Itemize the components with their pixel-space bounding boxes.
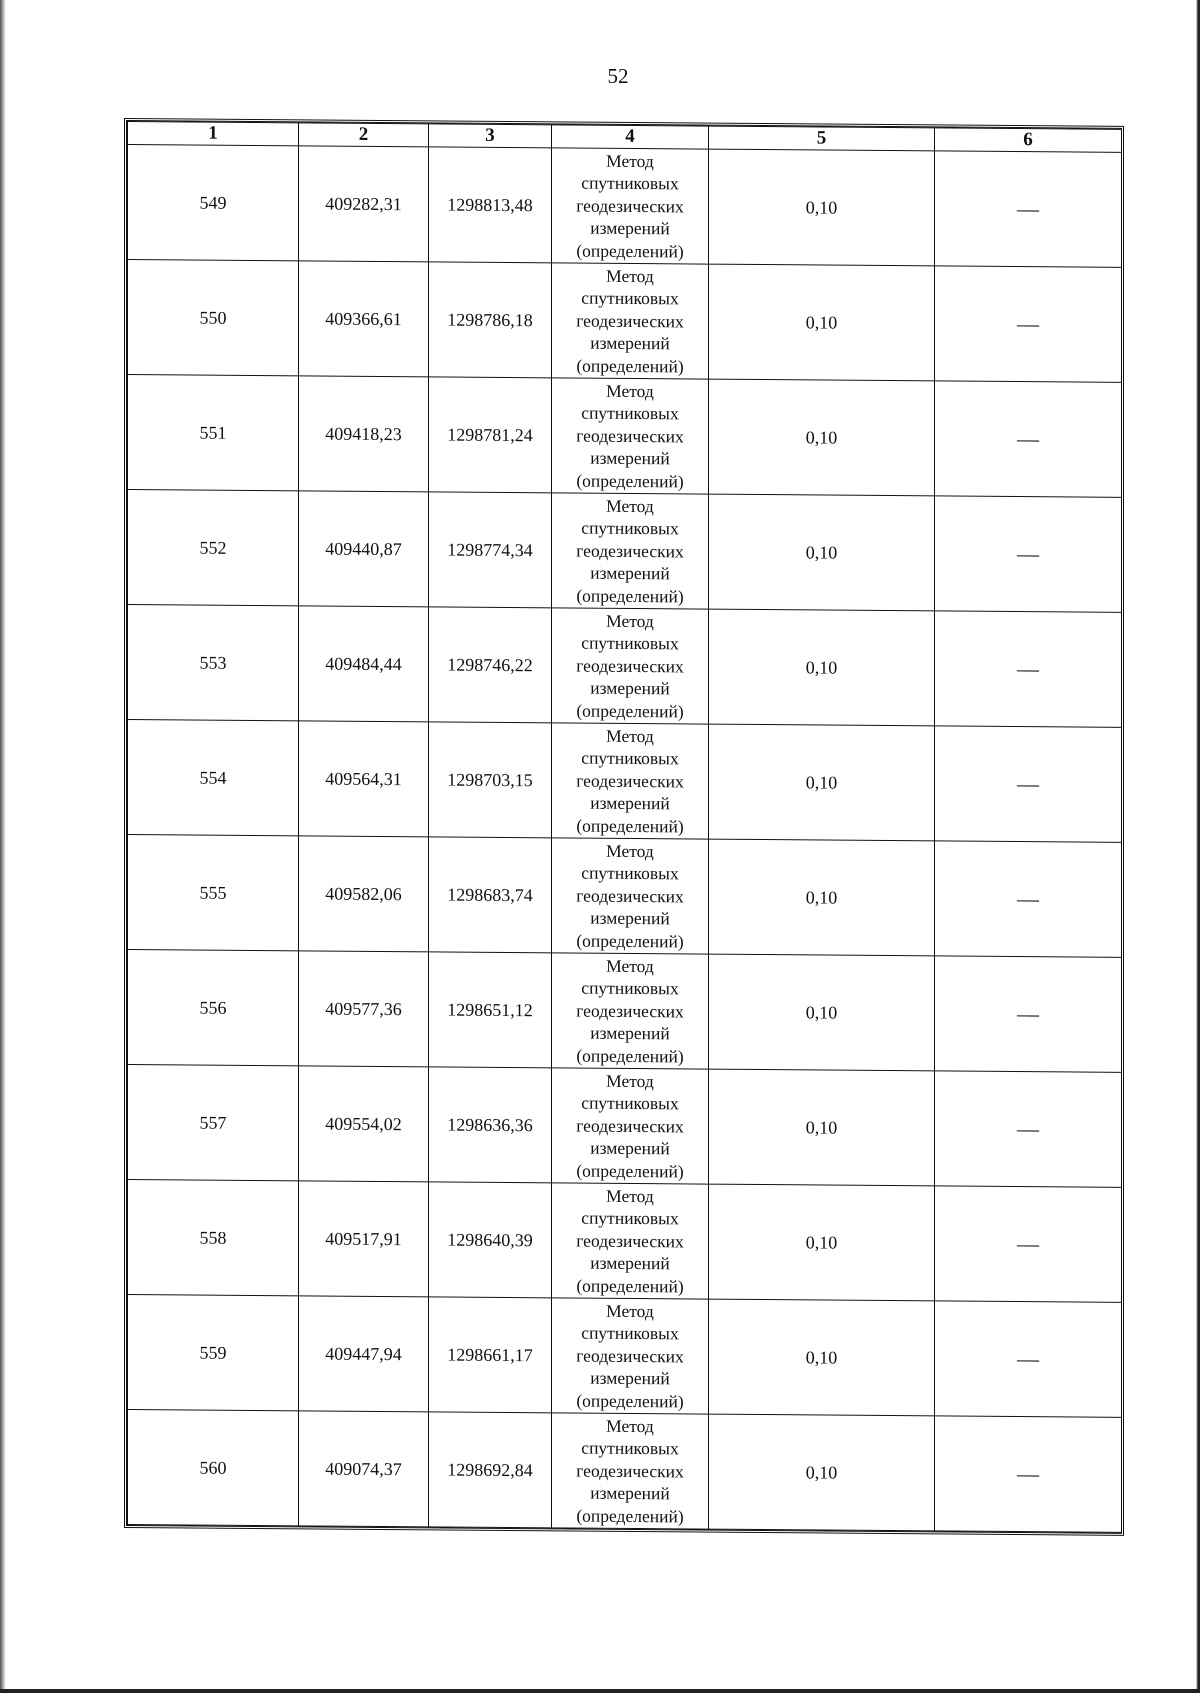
- method-cell: [552, 1068, 709, 1184]
- point-number-cell: 559: [128, 1295, 299, 1411]
- coordinates-table: [127, 121, 1122, 1533]
- method-line: геодезических: [576, 195, 684, 217]
- note-cell: —: [935, 726, 1122, 842]
- y-coordinate-cell: 1298703,15: [429, 722, 552, 838]
- x-coordinate-cell: 409582,06: [299, 836, 429, 952]
- note-cell: —: [935, 1071, 1122, 1187]
- method-line: измерений: [590, 907, 670, 929]
- x-coordinate-cell: 409447,94: [299, 1296, 429, 1412]
- y-coordinate-cell: 1298683,74: [429, 837, 552, 953]
- note-cell: —: [935, 496, 1122, 612]
- note-cell: —: [935, 611, 1122, 727]
- method-line: геодезических: [576, 425, 684, 447]
- method-line: (определений): [576, 585, 684, 607]
- note-cell: —: [935, 956, 1122, 1072]
- method-cell: [552, 723, 709, 839]
- scan-left-edge: [0, 0, 6, 1693]
- x-coordinate-cell: 409484,44: [299, 606, 429, 722]
- point-number-cell: 549: [128, 145, 299, 261]
- x-coordinate-cell: 409418,23: [299, 376, 429, 492]
- header-col-3: 3: [429, 124, 552, 148]
- note-cell: —: [935, 151, 1122, 267]
- method-line: (определений): [576, 700, 684, 722]
- accuracy-cell: 0,10: [709, 494, 935, 611]
- accuracy-cell: 0,10: [709, 149, 935, 266]
- header-col-6: 6: [935, 128, 1122, 152]
- method-line: спутниковых: [581, 172, 679, 194]
- table-body: [128, 145, 1122, 1533]
- note-cell: —: [935, 841, 1122, 957]
- header-col-5: 5: [709, 126, 935, 151]
- header-col-1: 1: [128, 122, 299, 146]
- method-line: геодезических: [576, 540, 684, 562]
- method-line: (определений): [576, 1160, 684, 1182]
- method-line: (определений): [576, 1275, 684, 1297]
- method-line: спутниковых: [581, 517, 679, 539]
- method-line: Метод: [606, 1415, 654, 1436]
- method-cell: [552, 148, 709, 264]
- method-line: измерений: [590, 562, 670, 584]
- method-cell: [552, 1298, 709, 1414]
- table-row: [128, 375, 1122, 498]
- y-coordinate-cell: 1298774,34: [429, 492, 552, 608]
- method-line: спутниковых: [581, 1437, 679, 1459]
- method-line: Метод: [606, 1185, 654, 1206]
- y-coordinate-cell: 1298661,17: [429, 1297, 552, 1413]
- scan-right-edge: [1196, 0, 1200, 1693]
- method-line: (определений): [576, 470, 684, 492]
- method-line: геодезических: [576, 310, 684, 332]
- method-cell: [552, 1183, 709, 1299]
- point-number-cell: 556: [128, 950, 299, 1066]
- y-coordinate-cell: 1298651,12: [429, 952, 552, 1068]
- accuracy-cell: 0,10: [709, 724, 935, 841]
- method-line: геодезических: [576, 1115, 684, 1137]
- method-cell: [552, 1413, 709, 1529]
- x-coordinate-cell: 409440,87: [299, 491, 429, 607]
- x-coordinate-cell: 409564,31: [299, 721, 429, 837]
- table-row: [128, 950, 1122, 1073]
- method-line: спутниковых: [581, 287, 679, 309]
- accuracy-cell: 0,10: [709, 1414, 935, 1531]
- method-line: измерений: [590, 677, 670, 699]
- table-row: [128, 720, 1122, 843]
- method-line: Метод: [606, 495, 654, 516]
- method-line: спутниковых: [581, 632, 679, 654]
- method-line: измерений: [590, 792, 670, 814]
- method-line: спутниковых: [581, 1092, 679, 1114]
- y-coordinate-cell: 1298746,22: [429, 607, 552, 723]
- table-row: [128, 1410, 1122, 1533]
- method-line: измерений: [590, 1367, 670, 1389]
- point-number-cell: 552: [128, 490, 299, 606]
- y-coordinate-cell: 1298692,84: [429, 1412, 552, 1528]
- method-line: измерений: [590, 332, 670, 354]
- note-cell: —: [935, 1186, 1122, 1302]
- method-line: геодезических: [576, 770, 684, 792]
- accuracy-cell: 0,10: [709, 839, 935, 956]
- table-row: [128, 260, 1122, 383]
- point-number-cell: 553: [128, 605, 299, 721]
- method-line: (определений): [576, 1505, 684, 1527]
- x-coordinate-cell: 409282,31: [299, 146, 429, 262]
- method-cell: [552, 838, 709, 954]
- method-cell: [552, 493, 709, 609]
- x-coordinate-cell: 409074,37: [299, 1411, 429, 1527]
- method-line: спутниковых: [581, 402, 679, 424]
- method-line: (определений): [576, 1390, 684, 1412]
- accuracy-cell: 0,10: [709, 1069, 935, 1186]
- point-number-cell: 550: [128, 260, 299, 376]
- point-number-cell: 555: [128, 835, 299, 951]
- method-line: (определений): [576, 240, 684, 262]
- method-line: Метод: [606, 840, 654, 861]
- page-number: 52: [607, 64, 629, 88]
- method-line: геодезических: [576, 1230, 684, 1252]
- coordinates-table-frame: [124, 118, 1124, 1536]
- method-line: спутниковых: [581, 1207, 679, 1229]
- method-line: измерений: [590, 1137, 670, 1159]
- accuracy-cell: 0,10: [709, 954, 935, 1071]
- table-row: [128, 605, 1122, 728]
- method-cell: [552, 608, 709, 724]
- method-line: геодезических: [576, 1000, 684, 1022]
- method-cell: [552, 378, 709, 494]
- method-line: спутниковых: [581, 977, 679, 999]
- point-number-cell: 560: [128, 1410, 299, 1526]
- x-coordinate-cell: 409517,91: [299, 1181, 429, 1297]
- method-line: (определений): [576, 815, 684, 837]
- table-row: [128, 835, 1122, 958]
- method-line: геодезических: [576, 1460, 684, 1482]
- method-line: спутниковых: [581, 1322, 679, 1344]
- method-cell: [552, 953, 709, 1069]
- point-number-cell: 557: [128, 1065, 299, 1181]
- note-cell: —: [935, 1416, 1122, 1532]
- method-line: (определений): [576, 1045, 684, 1067]
- method-line: Метод: [606, 610, 654, 631]
- method-line: измерений: [590, 1482, 670, 1504]
- method-line: спутниковых: [581, 747, 679, 769]
- y-coordinate-cell: 1298781,24: [429, 377, 552, 493]
- table-row: [128, 145, 1122, 268]
- y-coordinate-cell: 1298636,36: [429, 1067, 552, 1183]
- method-line: измерений: [590, 217, 670, 239]
- table-row: [128, 490, 1122, 613]
- method-line: геодезических: [576, 1345, 684, 1367]
- accuracy-cell: 0,10: [709, 1299, 935, 1416]
- accuracy-cell: 0,10: [709, 609, 935, 726]
- note-cell: —: [935, 1301, 1122, 1417]
- method-line: измерений: [590, 447, 670, 469]
- method-line: Метод: [606, 265, 654, 286]
- y-coordinate-cell: 1298640,39: [429, 1182, 552, 1298]
- note-cell: —: [935, 266, 1122, 382]
- accuracy-cell: 0,10: [709, 264, 935, 381]
- header-col-2: 2: [299, 123, 429, 147]
- accuracy-cell: 0,10: [709, 379, 935, 496]
- note-cell: —: [935, 381, 1122, 497]
- method-line: геодезических: [576, 655, 684, 677]
- method-line: (определений): [576, 930, 684, 952]
- method-line: Метод: [606, 725, 654, 746]
- x-coordinate-cell: 409366,61: [299, 261, 429, 377]
- point-number-cell: 558: [128, 1180, 299, 1296]
- table-row: [128, 1065, 1122, 1188]
- point-number-cell: 554: [128, 720, 299, 836]
- method-line: Метод: [606, 150, 654, 171]
- method-line: измерений: [590, 1022, 670, 1044]
- method-line: (определений): [576, 355, 684, 377]
- method-line: геодезических: [576, 885, 684, 907]
- method-line: спутниковых: [581, 862, 679, 884]
- y-coordinate-cell: 1298786,18: [429, 262, 552, 378]
- x-coordinate-cell: 409577,36: [299, 951, 429, 1067]
- method-line: Метод: [606, 1070, 654, 1091]
- accuracy-cell: 0,10: [709, 1184, 935, 1301]
- table-row: [128, 1295, 1122, 1418]
- method-line: Метод: [606, 955, 654, 976]
- point-number-cell: 551: [128, 375, 299, 491]
- header-col-4: 4: [552, 125, 709, 149]
- table-row: [128, 1180, 1122, 1303]
- scan-bottom-edge: [0, 1689, 1200, 1693]
- y-coordinate-cell: 1298813,48: [429, 147, 552, 263]
- x-coordinate-cell: 409554,02: [299, 1066, 429, 1182]
- method-line: Метод: [606, 380, 654, 401]
- method-line: Метод: [606, 1300, 654, 1321]
- method-cell: [552, 263, 709, 379]
- method-line: измерений: [590, 1252, 670, 1274]
